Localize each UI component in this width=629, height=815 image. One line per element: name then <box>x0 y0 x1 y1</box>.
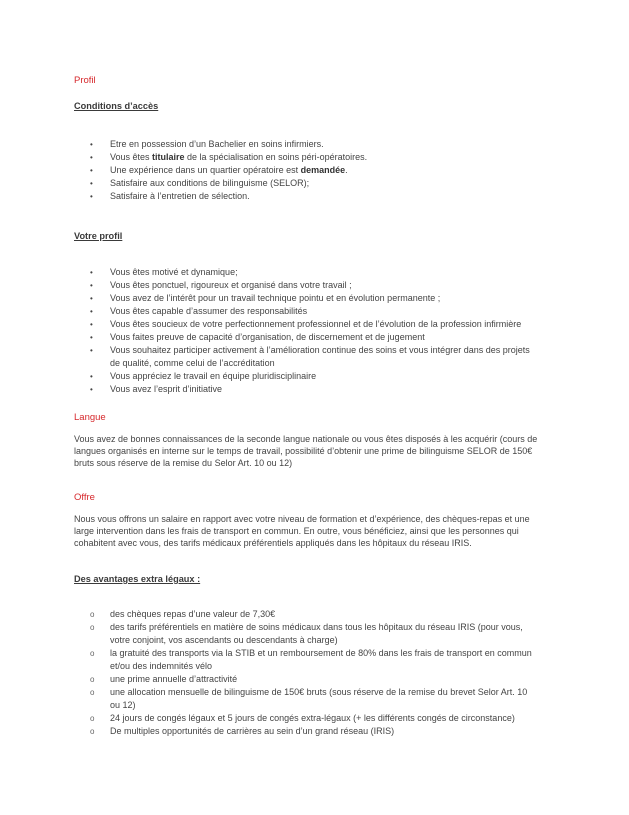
bullet-icon: • <box>90 346 93 355</box>
circle-bullet-icon: o <box>90 610 95 619</box>
bullet-icon: • <box>90 179 93 188</box>
bullet-icon: • <box>90 385 93 394</box>
bullet-icon: • <box>90 268 93 277</box>
circle-bullet-icon: o <box>90 623 95 632</box>
document-page: Profil Conditions d’accès • Etre en possession d’un Bachelier en soins infirmiers. • Vous êtes titulaire de la spécialisation en soins péri-opératoires. • Une expérience dans un quartier opératoire est demandée. • Satisfaire aux conditions de bilinguisme (SELOR); • Satisfaire à l’entretien de sélection. Votre profil • Vous êtes motivé et dynamique; • Vous êtes ponctuel, rigoureux et organisé dans votre travail ; • Vous avez de l’intérêt pour un travail technique pointu et en évolution permanente ; • Vous êtes capable d’assumer des responsabilités • Vous êtes soucieux de votre perfectionnement professionnel et de l’évolution de la profession infirmière • Vous faites preuve de capacité d’organisation, de discernement et de jugement • Vous souhaitez participer activement à l’amélioration continue des soins et vous intégrer dans des projets de qualité, comme celui de l’accréditation • Vous appréciez le travail en équipe pluridisciplinaire • Vous avez l’esprit d’initiative Langue Vous avez de bonnes connaissances de la seconde langue nationale ou vous êtes disposés à les acquérir (cours de langues organisés en interne sur le temps de travail, possibilité d’obtenir une prime de bilinguisme SELOR de 150€ bruts sous réserve de la remise du Selor Art. 10 ou 12) Offre Nous vous offrons un salaire en rapport avec votre niveau de formation et d’expérience, des chèques-repas et une large intervention dans les frais de transport en commun. En outre, vous bénéficiez, ainsi que les personnes qui cohabitent avec vous, des tarifs médicaux préférentiels appliqués dans les hôpitaux du réseau IRIS. Des avantages extra légaux : o des chèques repas d’une valeur de 7,30€ o des tarifs préférentiels en matière de soins médicaux dans tous les hôpitaux du réseau IRIS (pour vous, votre conjoint, vos ascendants ou descendants à charge) o la gratuité des transports via la STIB et un remboursement de 80% dans les frais de transport en commun et/ou des indemnités vélo o une prime annuelle d’attractivité o une allocation mensuelle de bilinguisme de 150€ bruts (sous réserve de la remise du brevet Selor Art. 10 ou 12) o 24 jours de congés légaux et 5 jours de congés extra-légaux (+ les différents congés de circonstance) o De multiples opportunités de carrières au sein d’un grand réseau (IRIS) <box>0 0 629 815</box>
offre-title: Offre <box>74 492 95 503</box>
profil-title: Profil <box>74 75 96 86</box>
avantages-heading: Des avantages extra légaux : <box>74 574 201 584</box>
bullet-icon: • <box>90 192 93 201</box>
bullet-icon: • <box>90 140 93 149</box>
bullet-icon: • <box>90 320 93 329</box>
langue-title: Langue <box>74 412 106 423</box>
offre-paragraph: Nous vous offrons un salaire en rapport avec votre niveau de formation et d’expérience, des chèques-repas et une large intervention dans les frais de transport en commun. En outre, vous bénéficiez, ainsi que les personnes qui cohabitent avec vous, des tarifs médicaux préférentiels appliqués dans les hôpitaux du réseau IRIS. <box>74 514 530 548</box>
bullet-icon: • <box>90 333 93 342</box>
circle-bullet-icon: o <box>90 688 95 697</box>
circle-bullet-icon: o <box>90 727 95 736</box>
bullet-icon: • <box>90 372 93 381</box>
langue-paragraph: Vous avez de bonnes connaissances de la seconde langue nationale ou vous êtes disposés à les acquérir (cours de langues organisés en interne sur le temps de travail, possibilité d’obtenir une prime de bilinguisme SELOR de 150€ bruts sous réserve de la remise du Selor Art. 10 ou 12) <box>74 434 538 468</box>
circle-bullet-icon: o <box>90 649 95 658</box>
circle-bullet-icon: o <box>90 714 95 723</box>
bullet-icon: • <box>90 307 93 316</box>
bullet-icon: • <box>90 294 93 303</box>
votre-profil-heading: Votre profil <box>74 231 123 241</box>
bullet-icon: • <box>90 166 93 175</box>
bullet-icon: • <box>90 281 93 290</box>
bullet-icon: • <box>90 153 93 162</box>
conditions-heading: Conditions d’accès <box>74 101 159 111</box>
circle-bullet-icon: o <box>90 675 95 684</box>
